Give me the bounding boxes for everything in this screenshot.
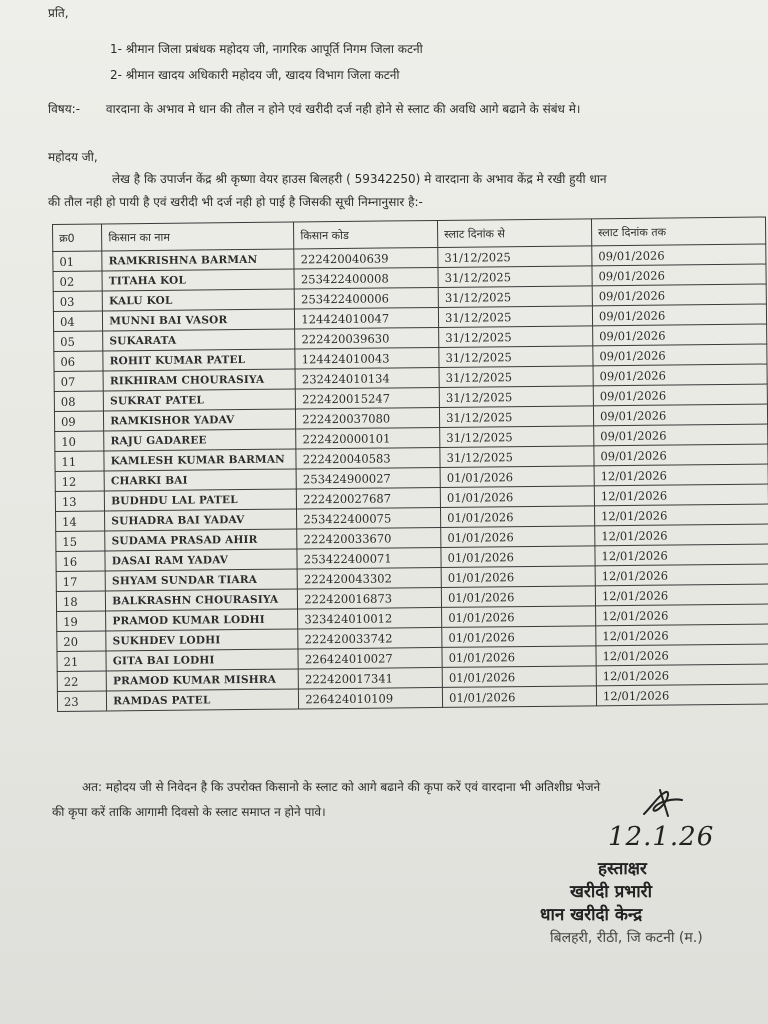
cell-slot-to: 09/01/2026	[593, 364, 767, 386]
cell-farmer-code: 222420000101	[296, 427, 440, 449]
salutation: महोदय जी,	[48, 150, 98, 164]
cell-farmer-code: 222420033742	[298, 627, 442, 649]
subject-label: विषय:-	[48, 102, 81, 116]
cell-slot-from: 01/01/2026	[441, 526, 595, 548]
cell-serial: 15	[56, 531, 105, 552]
closing-line-2: की कृपा करें ताकि आगामी दिवसो के स्लाट समाप्त न होने पावे।	[52, 805, 326, 819]
cell-slot-from: 01/01/2026	[442, 686, 596, 708]
cell-farmer-name: RIKHIRAM CHOURASIYA	[103, 369, 295, 391]
cell-serial: 20	[57, 631, 106, 652]
cell-slot-to: 09/01/2026	[593, 404, 767, 426]
header-slot-from: स्लाट दिनांक से	[438, 219, 592, 248]
cell-slot-from: 31/12/2025	[440, 426, 594, 448]
body-line-1: लेख है कि उपार्जन केंद्र श्री कृष्णा वेयर हाउस बिलहरी ( 59342250) मे वारदाना के अभाव केंद्र मे रखी हुयी धान	[112, 172, 607, 186]
recipient-label: प्रति,	[48, 6, 69, 20]
cell-serial: 21	[57, 651, 106, 672]
cell-farmer-name: ROHIT KUMAR PATEL	[103, 349, 295, 371]
cell-slot-to: 12/01/2026	[594, 504, 768, 526]
cell-farmer-name: TITAHA KOL	[102, 269, 294, 291]
official-stamp	[540, 858, 760, 950]
cell-slot-to: 09/01/2026	[593, 324, 767, 346]
cell-slot-to: 09/01/2026	[593, 344, 767, 366]
cell-farmer-code: 232424010134	[295, 367, 439, 389]
cell-serial: 16	[56, 551, 105, 572]
cell-farmer-code: 222420017341	[299, 667, 443, 689]
cell-serial: 05	[54, 331, 103, 352]
cell-farmer-code: 222420039630	[295, 327, 439, 349]
cell-slot-from: 01/01/2026	[440, 466, 594, 488]
subject-text: वारदाना के अभाव मे धान की तौल न होने एवं खरीदी दर्ज नही होने से स्लाट की अवधि आगे बढाने के संबंध मे।	[105, 102, 581, 116]
cell-farmer-name: RAJU GADAREE	[104, 429, 296, 451]
cell-slot-to: 12/01/2026	[594, 464, 768, 486]
cell-farmer-code: 323424010012	[298, 607, 442, 629]
cell-farmer-code: 226424010027	[298, 647, 442, 669]
cell-slot-to: 12/01/2026	[596, 604, 768, 626]
cell-farmer-code: 253422400071	[297, 547, 441, 569]
cell-serial: 02	[53, 271, 102, 292]
signature-date: 12.1.26	[608, 822, 715, 852]
cell-farmer-name: RAMKISHOR YADAV	[104, 409, 296, 431]
cell-slot-from: 01/01/2026	[442, 626, 596, 648]
cell-slot-from: 31/12/2025	[439, 326, 593, 348]
farmer-slot-table	[52, 217, 768, 712]
cell-farmer-name: KAMLESH KUMAR BARMAN	[104, 449, 296, 471]
addressee-2: 2- श्रीमान खादय अधिकारी महोदय जी, खादय विभाग जिला कटनी	[110, 68, 400, 82]
cell-farmer-name: DASAI RAM YADAV	[105, 549, 297, 571]
cell-slot-from: 31/12/2025	[438, 266, 592, 288]
cell-serial: 07	[54, 371, 103, 392]
cell-slot-to: 09/01/2026	[594, 424, 768, 446]
cell-farmer-name: SUDAMA PRASAD AHIR	[105, 529, 297, 551]
header-slot-to: स्लाट दिनांक तक	[591, 217, 765, 246]
cell-farmer-code: 253422400075	[297, 507, 441, 529]
cell-serial: 23	[57, 691, 106, 712]
cell-farmer-code: 222420033670	[297, 527, 441, 549]
cell-farmer-code: 253424900027	[296, 467, 440, 489]
cell-slot-from: 01/01/2026	[442, 646, 596, 668]
stamp-line-2: खरीदी प्रभारी	[570, 882, 652, 902]
stamp-line-3: धान खरीदी केन्द्र	[540, 905, 643, 925]
cell-farmer-code: 222420040639	[294, 247, 438, 269]
addressee-1: 1- श्रीमान जिला प्रबंधक महोदय जी, नागरिक आपूर्ति निगम जिला कटनी	[110, 42, 423, 56]
cell-farmer-name: SUKARATA	[103, 329, 295, 351]
cell-serial: 06	[54, 351, 103, 372]
cell-slot-from: 01/01/2026	[442, 666, 596, 688]
cell-slot-to: 09/01/2026	[592, 304, 766, 326]
cell-farmer-code: 222420037080	[296, 407, 440, 429]
cell-slot-from: 01/01/2026	[440, 486, 594, 508]
cell-slot-to: 09/01/2026	[592, 244, 766, 266]
cell-farmer-name: SUHADRA BAI YADAV	[105, 509, 297, 531]
cell-farmer-name: BALKRASHN CHOURASIYA	[106, 589, 298, 611]
cell-serial: 03	[53, 291, 102, 312]
cell-farmer-name: GITA BAI LODHI	[106, 649, 298, 671]
cell-farmer-code: 253422400006	[295, 287, 439, 309]
cell-farmer-name: RAMDAS PATEL	[107, 689, 299, 711]
cell-farmer-name: PRAMOD KUMAR MISHRA	[106, 669, 298, 691]
cell-farmer-name: SUKHDEV LODHI	[106, 629, 298, 651]
cell-serial: 09	[54, 411, 103, 432]
cell-serial: 14	[56, 511, 105, 532]
cell-farmer-code: 124424010043	[295, 347, 439, 369]
cell-slot-to: 12/01/2026	[596, 684, 768, 706]
cell-farmer-code: 222420043302	[297, 567, 441, 589]
cell-slot-from: 01/01/2026	[442, 606, 596, 628]
cell-serial: 11	[55, 451, 104, 472]
cell-slot-from: 31/12/2025	[439, 306, 593, 328]
cell-slot-from: 31/12/2025	[439, 386, 593, 408]
cell-farmer-code: 226424010109	[299, 687, 443, 709]
cell-slot-to: 12/01/2026	[595, 564, 768, 586]
body-line-2: की तौल नही हो पायी है एवं खरीदी भी दर्ज नही हो पाई है जिसकी सूची निम्नानुसार है:-	[48, 195, 423, 209]
cell-serial: 04	[53, 311, 102, 332]
cell-slot-from: 01/01/2026	[441, 546, 595, 568]
table-body	[53, 244, 768, 711]
cell-slot-from: 31/12/2025	[439, 346, 593, 368]
cell-farmer-name: SUKRAT PATEL	[104, 389, 296, 411]
cell-farmer-name: SHYAM SUNDAR TIARA	[105, 569, 297, 591]
cell-farmer-code: 222420015247	[296, 387, 440, 409]
cell-slot-to: 09/01/2026	[594, 444, 768, 466]
handwritten-signature	[638, 786, 688, 820]
cell-farmer-code: 222420016873	[298, 587, 442, 609]
cell-slot-to: 12/01/2026	[594, 484, 768, 506]
cell-serial: 10	[55, 431, 104, 452]
cell-slot-from: 31/12/2025	[440, 406, 594, 428]
cell-farmer-code: 222420040583	[296, 447, 440, 469]
cell-slot-to: 09/01/2026	[592, 284, 766, 306]
cell-slot-from: 31/12/2025	[438, 286, 592, 308]
cell-slot-to: 12/01/2026	[596, 664, 768, 686]
subject-line	[48, 100, 580, 117]
header-farmer-name: किसान का नाम	[102, 222, 294, 251]
cell-slot-to: 09/01/2026	[592, 264, 766, 286]
cell-slot-to: 12/01/2026	[596, 644, 768, 666]
cell-farmer-name: CHARKI BAI	[104, 469, 296, 491]
stamp-line-1: हस्ताक्षर	[598, 859, 647, 879]
cell-serial: 17	[56, 571, 105, 592]
cell-serial: 01	[53, 251, 102, 272]
cell-serial: 12	[55, 471, 104, 492]
cell-slot-to: 12/01/2026	[595, 544, 768, 566]
cell-slot-from: 01/01/2026	[441, 506, 595, 528]
cell-serial: 13	[55, 491, 104, 512]
cell-farmer-code: 124424010047	[295, 307, 439, 329]
header-farmer-code: किसान कोड	[294, 220, 438, 249]
cell-serial: 19	[57, 611, 106, 632]
cell-serial: 22	[57, 671, 106, 692]
cell-slot-to: 12/01/2026	[596, 624, 768, 646]
cell-slot-from: 01/01/2026	[441, 586, 595, 608]
stamp-line-4: बिलहरी, रीठी, जि कटनी (म.)	[550, 930, 703, 946]
cell-slot-from: 31/12/2025	[439, 366, 593, 388]
cell-farmer-name: RAMKRISHNA BARMAN	[102, 249, 294, 271]
cell-farmer-name: KALU KOL	[102, 289, 294, 311]
cell-farmer-code: 222420027687	[297, 487, 441, 509]
cell-slot-to: 12/01/2026	[595, 524, 768, 546]
cell-farmer-name: PRAMOD KUMAR LODHI	[106, 609, 298, 631]
cell-farmer-name: MUNNI BAI VASOR	[103, 309, 295, 331]
cell-farmer-code: 253422400008	[294, 267, 438, 289]
cell-slot-from: 31/12/2025	[438, 246, 592, 268]
cell-slot-to: 09/01/2026	[593, 384, 767, 406]
header-serial: क्र0	[53, 224, 103, 252]
cell-slot-from: 31/12/2025	[440, 446, 594, 468]
cell-serial: 08	[54, 391, 103, 412]
closing-line-1: अत: महोदय जी से निवेदन है कि उपरोक्त किसानो के स्लाट को आगे बढाने की कृपा करें एवं वारदाना भी अतिशीघ्र भेजने	[82, 780, 601, 794]
cell-slot-from: 01/01/2026	[441, 566, 595, 588]
cell-slot-to: 12/01/2026	[595, 584, 768, 606]
cell-farmer-name: BUDHDU LAL PATEL	[105, 489, 297, 511]
cell-serial: 18	[56, 591, 105, 612]
